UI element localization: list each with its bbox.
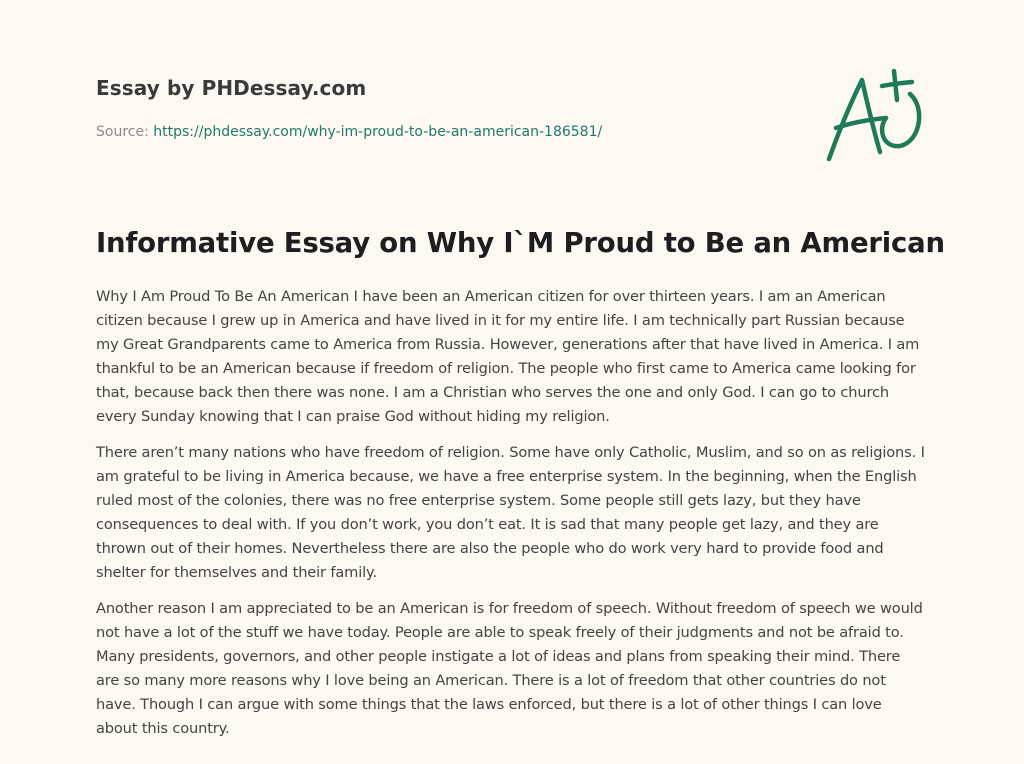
- a-plus-grade-icon: [820, 66, 930, 166]
- source-link[interactable]: https://phdessay.com/why-im-proud-to-be-an-american-186581/: [153, 124, 603, 140]
- source-label: Source:: [96, 124, 154, 140]
- essay-paragraph: Why I Am Proud To Be An American I have been an American citizen for over thirteen years. I am an American citizen because I grew up in America and have lived in it for my entire life. I am technically part Russian because my Great Grandparents came to America from Russia. However, generations after that have lived in America. I am thankful to be an American because if freedom of religion. The people who first came to America came looking for that, because back then there was none. I am a Christian who serves the one and only God. I can go to church every Sunday knowing that I can praise God without hiding my religion.: [96, 288, 920, 425]
- essay-body: [96, 285, 926, 753]
- essay-paragraph: Another reason I am appreciated to be an American is for freedom of speech. Without freedom of speech we would not have a lot of the stuff we have today. People are able to speak freely of their judgments and not be afraid to. Many presidents, governors, and other people instigate a lot of ideas and plans from speaking their mind. There are so many more reasons why I love being an American. There is a lot of freedom that other countries do not have. Though I can argue with some things that the laws enforced, but there is a lot of other things I can love about this country.: [96, 600, 923, 737]
- source-line: [96, 124, 602, 140]
- essay-paragraph: There aren’t many nations who have freedom of religion. Some have only Catholic, Muslim, and so on as religions. I am grateful to be living in America because, we have a free enterprise system. In the beginning, when the English ruled most of the colonies, there was no free enterprise system. Some people still gets lazy, but they have consequences to deal with. If you don’t work, you don’t eat. It is sad that many people get lazy, and they are thrown out of their homes. Nevertheless there are also the people who do work very hard to provide food and shelter for themselves and their family.: [96, 444, 925, 581]
- brand-title: Essay by PHDessay.com: [96, 76, 367, 100]
- site-header: [96, 76, 796, 100]
- essay-title: Informative Essay on Why I`M Proud to Be an American: [96, 227, 945, 259]
